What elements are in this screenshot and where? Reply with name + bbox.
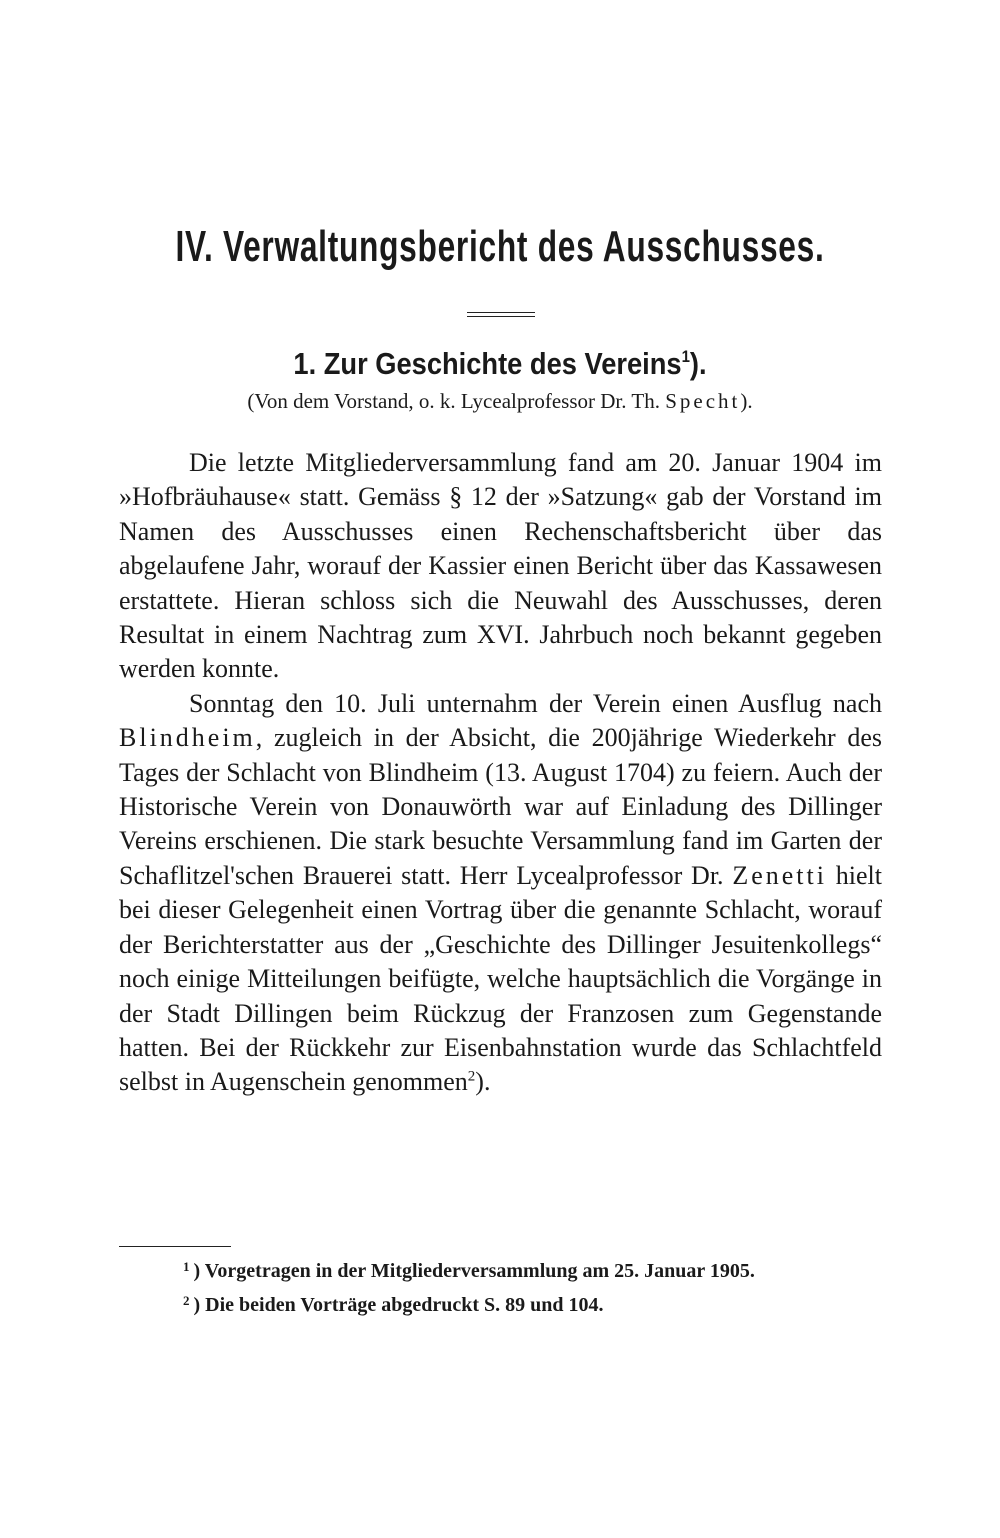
author-byline	[0, 389, 1000, 414]
footnote-1-mark: 1	[183, 1259, 190, 1274]
footnote-2-mark: 2	[183, 1293, 190, 1308]
paragraph-2-part-b: , zugleich in der Absicht, die 200jährige Wiederkehr des Tages der Schlacht von Blindheim (13. August 1704) zu feiern. Auch der Historische Verein von Donauwörth war auf Einladung des Dillinger Vereins erschienen. Die stark besuchte Versammlung fand im Garten der Schaflitzel'schen Brauerei statt. Herr Lycealprofessor Dr.	[119, 723, 882, 890]
section-heading-footnote-mark: 1	[681, 347, 690, 366]
person-name-zenetti: Zenetti	[732, 860, 827, 890]
byline-closing: ).	[740, 389, 753, 413]
title-divider-line	[467, 312, 535, 313]
footnote-1-text: ) Vorgetragen in der Mitgliederversammlung am 25. Januar 1905.	[193, 1260, 755, 1282]
paragraph-1: Die letzte Mitgliederversammlung fand am 20. Januar 1904 im »Hofbräuhause« statt. Gemäss § 12 der »Satzung« gab der Vorstand im Namen des Ausschusses einen Rechenschaftsbericht über das abgelaufene Jahr, worauf der Kassier einen Bericht über das Kassawesen erstattete. Hieran schloss sich die Neuwahl des Ausschusses, deren Resultat in einem Nachtrag zum XVI. Jahrbuch noch bekannt gegeben werden konnte.	[119, 448, 882, 684]
paragraph-2	[119, 687, 882, 1100]
chapter-title: IV. Verwaltungsbericht des Ausschusses.	[175, 222, 825, 271]
title-divider-line-lower	[467, 316, 535, 317]
paragraph-2-footnote-mark: 2	[467, 1068, 476, 1085]
paragraph-2-part-c: hielt bei dieser Gelegenheit einen Vortrag über die genannte Schlacht, worauf der Berichterstatter aus der „Geschichte des Dillinger Jesuitenkollegs“ noch einige Mitteilungen beifügte, welche hauptsächlich die Vorgänge in der Stadt Dillingen beim Rückzug der Franzosen zum Gegenstande hatten. Bei der Rückkehr zur Eisenbahnstation wurde das Schlachtfeld selbst in Augenschein genommen	[119, 860, 882, 1097]
footnote-divider-line	[119, 1246, 231, 1247]
section-heading-text: 1. Zur Geschichte des Vereins	[293, 346, 682, 381]
paragraph-2-part-a: Sonntag den 10. Juli unternahm der Verein einen Ausflug nach	[189, 688, 882, 718]
body-text	[119, 446, 882, 1100]
footnote-2-text: ) Die beiden Vorträge abgedruckt S. 89 und 104.	[193, 1294, 604, 1316]
place-name-blindheim: Blindheim	[119, 723, 256, 753]
byline-text: (Von dem Vorstand, o. k. Lycealprofessor Dr. Th.	[247, 389, 666, 413]
section-heading	[60, 346, 940, 382]
section-heading-suffix: ).	[689, 346, 707, 381]
footnote-1	[183, 1252, 903, 1286]
footnotes	[183, 1252, 903, 1320]
byline-author-name: Specht	[665, 389, 741, 413]
footnote-2	[183, 1286, 903, 1320]
paragraph-2-end: ).	[475, 1067, 491, 1097]
